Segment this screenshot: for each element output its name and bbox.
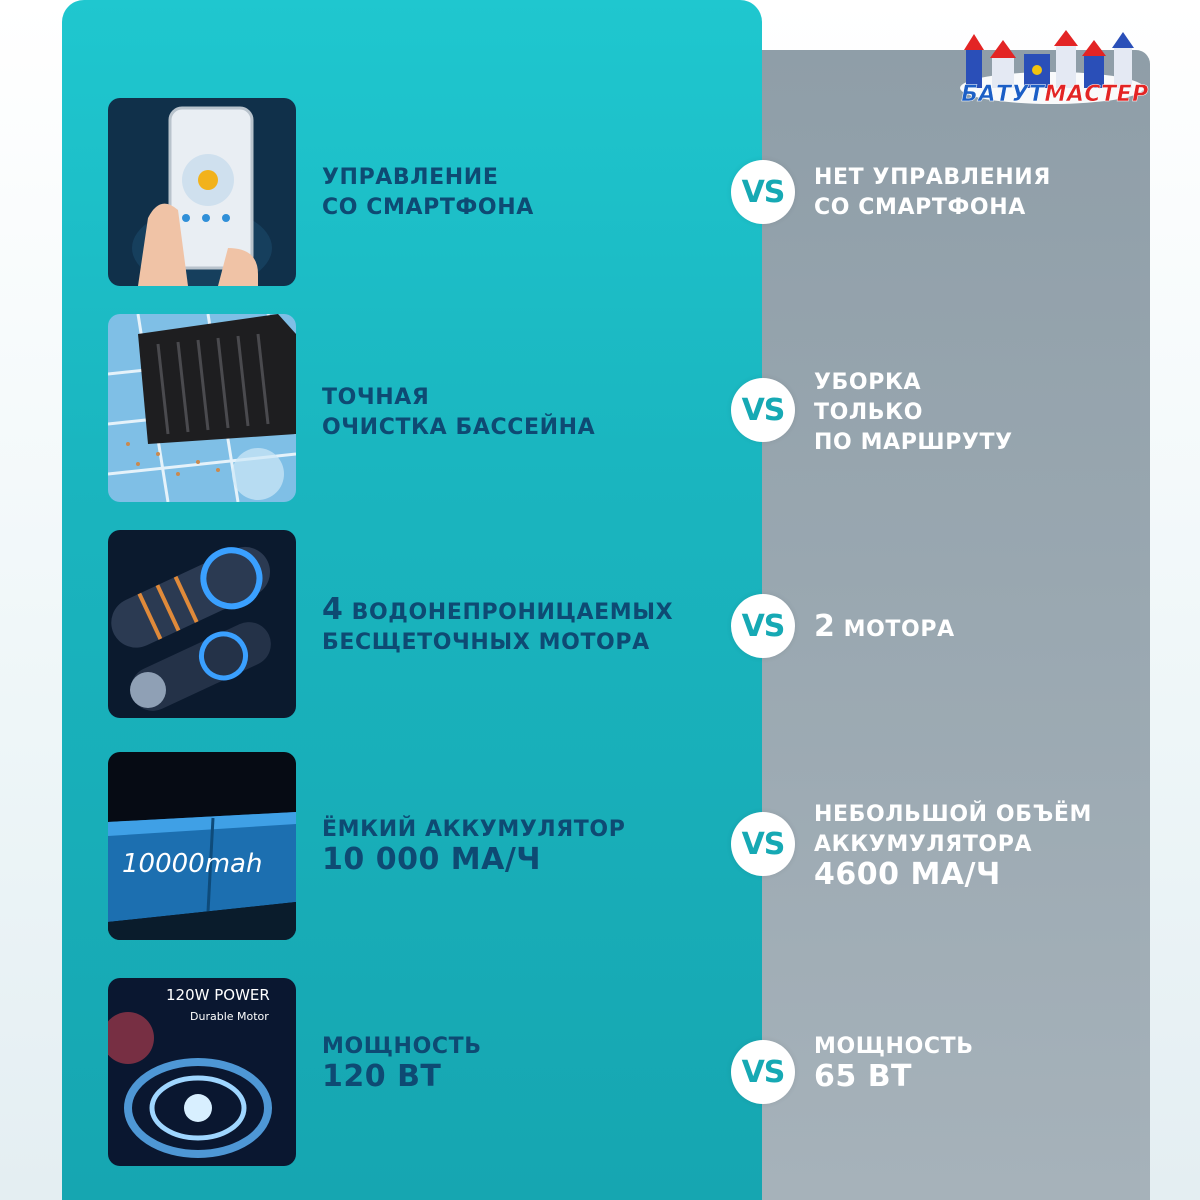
svg-text:120W POWER: 120W POWER [166, 986, 270, 1004]
smartphone-app-photo [108, 98, 296, 286]
competitor-text-motors: 2 МОТОРА [814, 609, 955, 644]
vs-badge: VS [731, 594, 795, 658]
svg-text:Durable Motor: Durable Motor [190, 1010, 269, 1023]
vs-badge: VS [731, 378, 795, 442]
feature-text-battery: ЁМКИЙ АККУМУЛЯТОР 10 000 МА/Ч [322, 817, 626, 877]
feature-text-cleaning: ТОЧНАЯ ОЧИСТКА БАССЕЙНА [322, 385, 596, 440]
svg-text:10000mah: 10000mah [122, 849, 263, 879]
feature-text-motors: 4 ВОДОНЕПРОНИЦАЕМЫХ БЕСЩЕТОЧНЫХ МОТОРА [322, 592, 674, 655]
feature-text-power: МОЩНОСТЬ 120 ВТ [322, 1034, 482, 1094]
battery-10000mah-photo [108, 752, 296, 940]
vs-badge: VS [731, 1040, 795, 1104]
logo-wordmark: БАТУТМАСТЕР [961, 82, 1149, 107]
feature-text-smartphone: УПРАВЛЕНИЕ СО СМАРТФОНА [322, 165, 534, 220]
motor-120w-photo [108, 978, 296, 1166]
competitor-text-smartphone: НЕТ УПРАВЛЕНИЯ СО СМАРТФОНА [814, 165, 1051, 220]
vs-badge: VS [731, 812, 795, 876]
brushless-motors-photo [108, 530, 296, 718]
vs-badge: VS [731, 160, 795, 224]
pool-robot-cleaning-photo [108, 314, 296, 502]
competitor-text-battery: НЕБОЛЬШОЙ ОБЪЁМ АККУМУЛЯТОРА 4600 МА/Ч [814, 802, 1092, 892]
competitor-text-cleaning: УБОРКА ТОЛЬКО ПО МАРШРУТУ [814, 370, 1013, 455]
competitor-text-power: МОЩНОСТЬ 65 ВТ [814, 1034, 974, 1094]
